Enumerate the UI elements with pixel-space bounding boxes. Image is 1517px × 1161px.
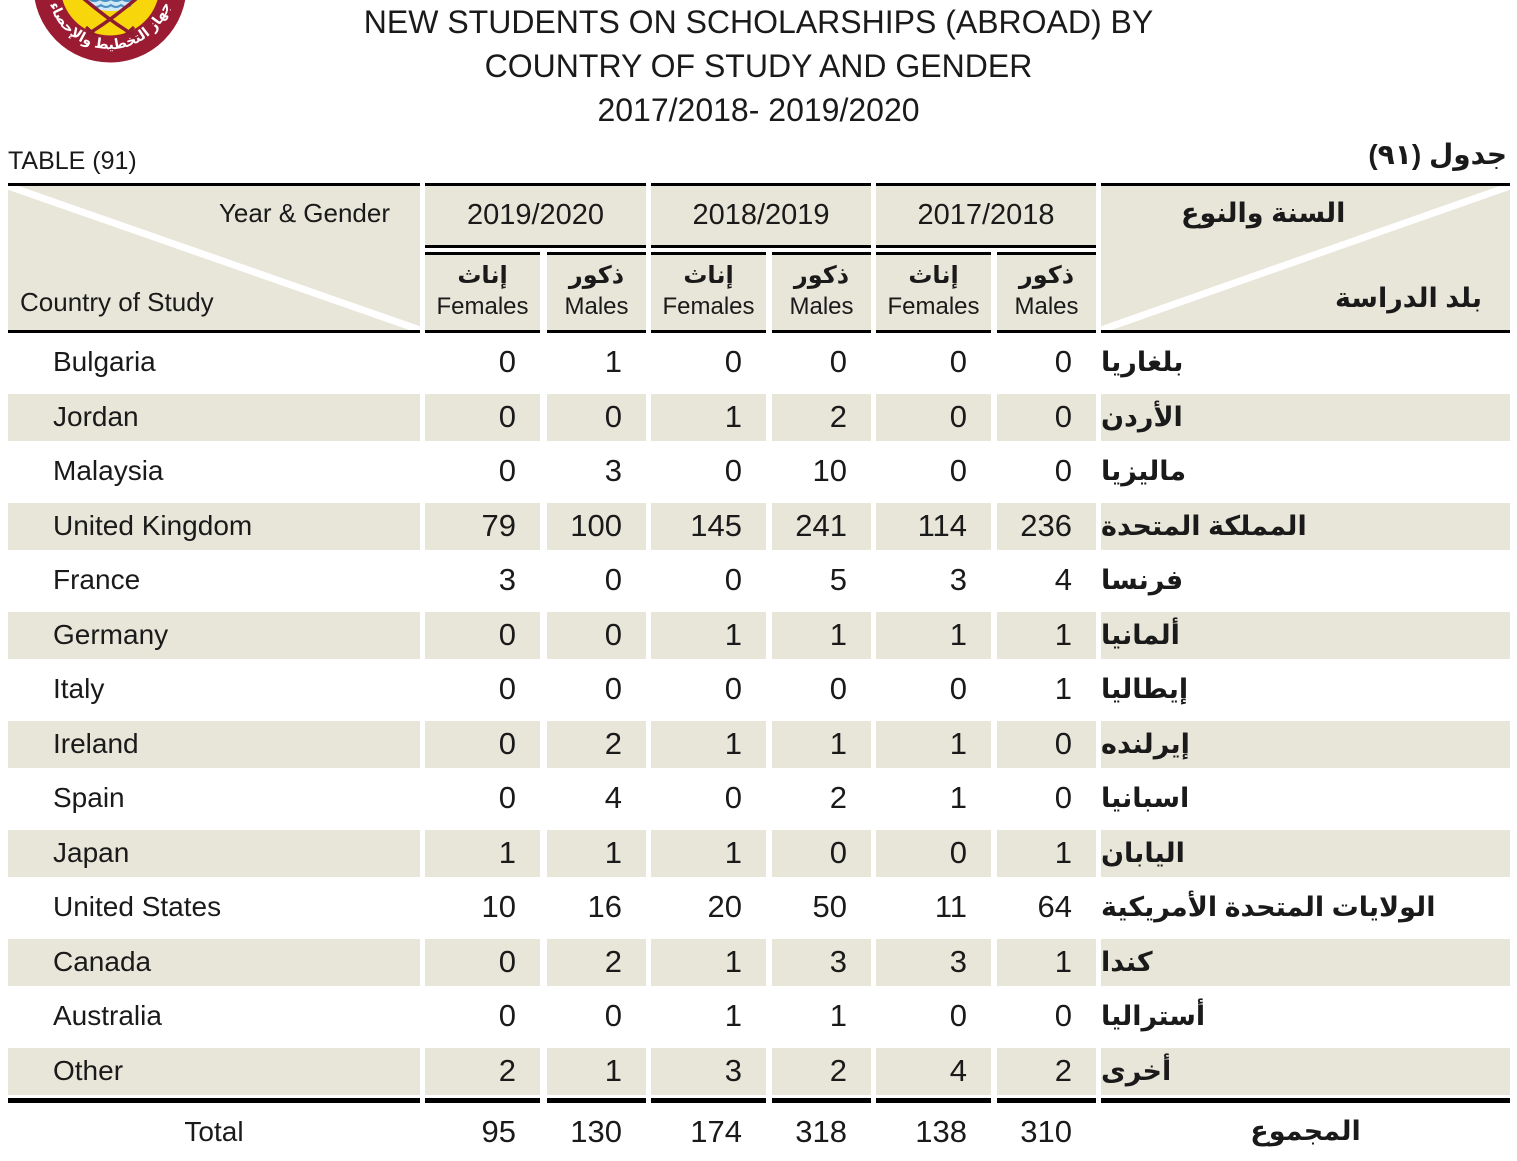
value-2017-2018-males: 64 — [1037, 889, 1072, 925]
value-2019-2020-males: 16 — [587, 889, 622, 925]
corner-label-country-of-study: Country of Study — [20, 287, 214, 317]
value-2018-2019-females: 0 — [724, 671, 742, 707]
value-2018-2019-males: 0 — [829, 344, 847, 380]
column-gap — [540, 390, 547, 445]
table-row — [8, 826, 1510, 881]
value-2017-2018-males: 236 — [997, 499, 1096, 554]
table-number-en: TABLE (91) — [8, 147, 137, 175]
value-2019-2020-males: 3 — [604, 453, 622, 489]
value-2017-2018-females: 1 — [949, 780, 967, 816]
value-2019-2020-males: 2 — [547, 717, 646, 772]
corner-label-country-of-study-ar: بلد الدراسة — [1335, 283, 1482, 313]
country-name-ar: أستراليا — [1101, 1000, 1206, 1031]
value-2019-2020-females: 0 — [498, 998, 516, 1034]
value-2019-2020-males: 1 — [547, 826, 646, 881]
value-2018-2019-males: 10 — [812, 453, 847, 489]
value-2019-2020-females: 0 — [498, 344, 516, 380]
total-value: 318 — [795, 1113, 847, 1149]
country-name-en: Other — [8, 1044, 420, 1099]
value-2018-2019-females: 0 — [724, 780, 742, 816]
subheader-females-ar: إناث — [683, 262, 734, 289]
value-2017-2018-males: 0 — [1054, 780, 1072, 816]
value-2019-2020-males: 0 — [604, 562, 622, 598]
title-line-2: COUNTRY OF STUDY AND GENDER — [484, 48, 1033, 84]
value-2017-2018-males: 1 — [1054, 671, 1072, 707]
value-2018-2019-males: 1 — [772, 608, 871, 663]
country-name-ar: بلغاريا — [1101, 346, 1184, 377]
table-body — [8, 335, 1510, 1098]
table-row — [8, 335, 1510, 390]
value-2018-2019-females: 20 — [707, 889, 742, 925]
value-2018-2019-males: 50 — [812, 889, 847, 925]
value-2017-2018-females: 0 — [876, 826, 991, 881]
value-2017-2018-females: 4 — [876, 1044, 991, 1099]
value-2018-2019-females: 0 — [724, 453, 742, 489]
subheader-females-ar: إناث — [908, 262, 959, 289]
value-2018-2019-females: 1 — [651, 717, 766, 772]
value-2017-2018-females: 0 — [949, 998, 967, 1034]
value-2017-2018-males: 0 — [1054, 998, 1072, 1034]
value-2019-2020-females: 2 — [425, 1044, 540, 1099]
country-name-en: Canada — [8, 935, 420, 990]
value-2017-2018-females: 1 — [876, 717, 991, 772]
subheader-males-ar: ذكور — [568, 262, 625, 289]
corner-cell-ar — [1101, 183, 1510, 333]
value-2018-2019-males: 2 — [772, 1044, 871, 1099]
table-row — [8, 717, 1510, 772]
value-2019-2020-females: 3 — [498, 562, 516, 598]
country-name-ar: ماليزيا — [1101, 455, 1187, 486]
year-header: 2018/2019 — [651, 183, 871, 248]
year-group-2017-2018 — [876, 183, 1096, 333]
column-gap — [540, 499, 547, 554]
corner-label-year-gender-ar: السنة والنوع — [1181, 198, 1346, 228]
country-name-ar: كندا — [1101, 935, 1510, 990]
country-name-en: Bulgaria — [53, 346, 156, 378]
value-2019-2020-females: 0 — [498, 453, 516, 489]
value-2018-2019-males: 0 — [829, 671, 847, 707]
value-2018-2019-females: 1 — [651, 935, 766, 990]
value-2018-2019-females: 0 — [724, 344, 742, 380]
subheader-males-en: Males — [789, 293, 854, 320]
subheader-males — [997, 252, 1096, 333]
value-2018-2019-males: 1 — [772, 717, 871, 772]
value-2018-2019-females: 145 — [651, 499, 766, 554]
value-2019-2020-females: 10 — [481, 889, 516, 925]
value-2018-2019-males: 1 — [829, 998, 847, 1034]
country-name-ar: فرنسا — [1101, 564, 1184, 595]
corner-cell-en — [8, 183, 420, 333]
total-value: 174 — [690, 1113, 742, 1149]
subheader-females-ar: إناث — [457, 262, 508, 289]
value-2017-2018-males: 1 — [997, 935, 1096, 990]
subheader-males-ar: ذكور — [1018, 262, 1075, 289]
table-row — [8, 553, 1510, 608]
subheader-females-en: Females — [662, 293, 755, 320]
value-2018-2019-females: 1 — [651, 608, 766, 663]
country-name-ar: إيطاليا — [1101, 673, 1189, 704]
table-row — [8, 771, 1510, 826]
value-2017-2018-females: 114 — [876, 499, 991, 554]
value-2017-2018-females: 0 — [949, 344, 967, 380]
table-row — [8, 608, 1510, 663]
country-name-en: United States — [53, 891, 222, 923]
value-2017-2018-females: 3 — [949, 562, 967, 598]
country-name-ar: الأردن — [1101, 390, 1510, 445]
total-value: 130 — [570, 1113, 622, 1149]
value-2018-2019-males: 241 — [772, 499, 871, 554]
country-name-en: Japan — [8, 826, 420, 881]
value-2019-2020-males: 0 — [604, 998, 622, 1034]
value-2017-2018-males: 0 — [1054, 453, 1072, 489]
country-name-en: United Kingdom — [8, 499, 420, 554]
table-row — [8, 662, 1510, 717]
country-name-en: Spain — [53, 782, 125, 814]
value-2018-2019-females: 1 — [651, 390, 766, 445]
value-2017-2018-males: 2 — [997, 1044, 1096, 1099]
value-2018-2019-males: 0 — [772, 826, 871, 881]
data-table — [8, 183, 1510, 1160]
subheader-males — [772, 252, 871, 333]
year-header: 2019/2020 — [425, 183, 646, 248]
value-2019-2020-females: 1 — [425, 826, 540, 881]
country-name-en: Malaysia — [53, 455, 164, 487]
value-2019-2020-females: 0 — [425, 717, 540, 772]
value-2019-2020-males: 0 — [547, 608, 646, 663]
total-label-en: Total — [184, 1115, 244, 1147]
value-2018-2019-males: 3 — [772, 935, 871, 990]
total-row — [8, 1103, 1510, 1160]
subheader-females — [425, 252, 540, 333]
country-name-en: Jordan — [8, 390, 420, 445]
value-2018-2019-males: 2 — [829, 780, 847, 816]
title-line-3: 2017/2018- 2019/2020 — [597, 92, 920, 128]
country-name-ar: إيرلنده — [1101, 717, 1510, 772]
country-name-en: Germany — [8, 608, 420, 663]
value-2019-2020-females: 0 — [498, 671, 516, 707]
value-2017-2018-females: 0 — [876, 390, 991, 445]
value-2019-2020-males: 0 — [604, 671, 622, 707]
corner-label-year-gender: Year & Gender — [218, 198, 390, 228]
table-header — [8, 183, 1510, 333]
country-name-en: France — [53, 564, 141, 596]
value-2017-2018-males: 1 — [997, 608, 1096, 663]
value-2019-2020-females: 0 — [425, 935, 540, 990]
value-2017-2018-females: 0 — [949, 453, 967, 489]
column-gap — [540, 252, 547, 333]
table-row — [8, 935, 1510, 990]
value-2017-2018-males: 0 — [997, 390, 1096, 445]
value-2018-2019-males: 2 — [772, 390, 871, 445]
value-2019-2020-females: 0 — [425, 608, 540, 663]
column-gap — [540, 335, 547, 390]
value-2019-2020-males: 1 — [604, 344, 622, 380]
value-2017-2018-males: 0 — [1054, 344, 1072, 380]
total-label-ar: المجموع — [1250, 1116, 1361, 1146]
table-row — [8, 444, 1510, 499]
column-gap — [540, 717, 547, 772]
subheader-males-en: Males — [564, 293, 629, 320]
table-row — [8, 989, 1510, 1044]
column-gap — [540, 935, 547, 990]
country-name-en: Australia — [53, 1000, 162, 1032]
subheader-females — [651, 252, 766, 333]
year-header: 2017/2018 — [876, 183, 1096, 248]
country-name-ar: أخرى — [1101, 1044, 1510, 1099]
value-2017-2018-males: 0 — [997, 717, 1096, 772]
title-line-1: NEW STUDENTS ON SCHOLARSHIPS (ABROAD) BY — [363, 4, 1154, 40]
country-name-ar: اليابان — [1101, 826, 1510, 881]
subheader-females-en: Females — [436, 293, 529, 320]
country-name-en: Italy — [53, 673, 105, 705]
column-gap — [540, 608, 547, 663]
table-row — [8, 880, 1510, 935]
year-group-2019-2020 — [425, 183, 646, 333]
year-group-2018-2019 — [651, 183, 871, 333]
table-row — [8, 499, 1510, 554]
value-2019-2020-females: 0 — [498, 780, 516, 816]
column-gap — [540, 1044, 547, 1099]
value-2018-2019-females: 0 — [724, 562, 742, 598]
value-2017-2018-females: 1 — [876, 608, 991, 663]
value-2018-2019-females: 3 — [651, 1044, 766, 1099]
value-2019-2020-males: 0 — [547, 390, 646, 445]
value-2019-2020-males: 4 — [604, 780, 622, 816]
column-gap — [540, 662, 547, 717]
country-name-en: Ireland — [8, 717, 420, 772]
value-2019-2020-males: 100 — [547, 499, 646, 554]
value-2017-2018-males: 4 — [1054, 562, 1072, 598]
value-2018-2019-females: 1 — [651, 826, 766, 881]
subheader-males — [547, 252, 646, 333]
country-name-ar: المملكة المتحدة — [1101, 499, 1510, 554]
subheader-males-en: Males — [1014, 293, 1079, 320]
column-gap — [540, 444, 547, 499]
column-gap — [540, 880, 547, 935]
total-value: 138 — [915, 1113, 967, 1149]
column-gap — [540, 826, 547, 881]
table-number-ar: جدول (٩١) — [1368, 139, 1507, 170]
value-2017-2018-males: 1 — [997, 826, 1096, 881]
value-2019-2020-females: 79 — [425, 499, 540, 554]
country-name-ar: ألمانيا — [1101, 608, 1510, 663]
table-row — [8, 1044, 1510, 1099]
column-gap — [540, 989, 547, 1044]
column-gap — [540, 553, 547, 608]
table-row — [8, 390, 1510, 445]
value-2019-2020-females: 0 — [425, 390, 540, 445]
value-2017-2018-females: 11 — [934, 889, 967, 925]
value-2017-2018-females: 0 — [949, 671, 967, 707]
subheader-males-ar: ذكور — [793, 262, 850, 289]
value-2017-2018-females: 3 — [876, 935, 991, 990]
logo-ring-text: جهاز التخطيط والإحصاء — [46, 0, 174, 53]
value-2018-2019-females: 1 — [724, 998, 742, 1034]
value-2019-2020-males: 1 — [547, 1044, 646, 1099]
subheader-females-en: Females — [887, 293, 980, 320]
report-title — [140, 0, 1377, 132]
country-name-ar: الولايات المتحدة الأمريكية — [1101, 891, 1436, 922]
column-gap — [540, 771, 547, 826]
total-value: 310 — [1020, 1113, 1072, 1149]
value-2019-2020-males: 2 — [547, 935, 646, 990]
value-2018-2019-males: 5 — [829, 562, 847, 598]
subheader-females — [876, 252, 991, 333]
total-value: 95 — [481, 1113, 516, 1149]
country-name-ar: اسبانيا — [1101, 782, 1190, 813]
